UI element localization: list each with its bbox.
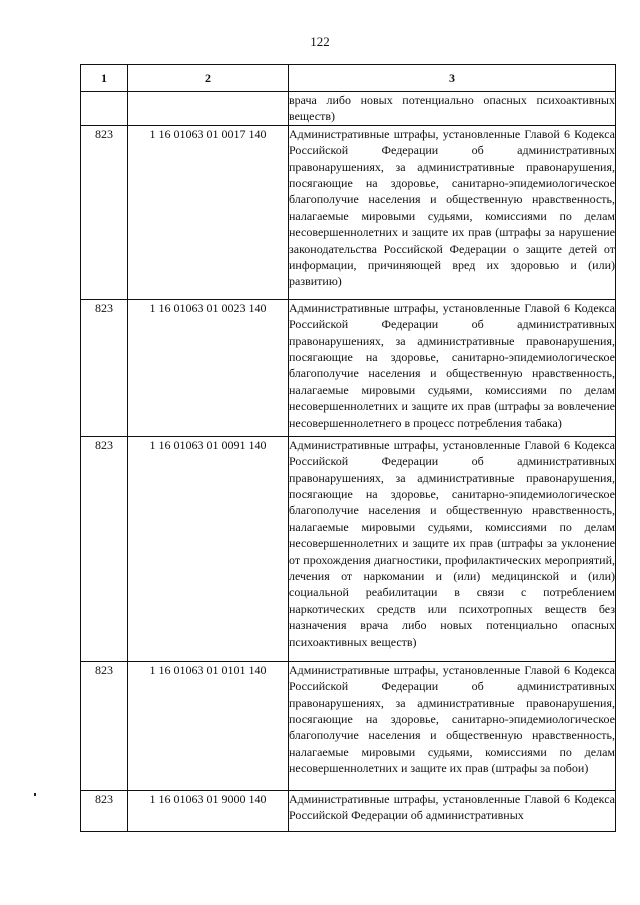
table-row-continuation bbox=[81, 92, 616, 126]
margin-mark bbox=[34, 793, 36, 796]
column-header-2: 2 bbox=[128, 65, 289, 92]
cell-description: Административные штрафы, установленные Главой 6 Кодекса Российской Федерации об административных правонарушениях, за административные правонарушения, посягающие на здоровье, санитарно-эпидемиологическое благополучие населения и общественную нравственность, налагаемые мировыми судьями, комиссиями по делам несовершеннолетних и защите их прав (штрафы за нарушение законодательства Российской Федерации о защите детей от информации, причиняющей вред их здоровью и (или) развитию) bbox=[289, 125, 616, 299]
cell-num: 823 bbox=[81, 125, 128, 299]
budget-codes-table bbox=[80, 64, 616, 832]
cell-description: Административные штрафы, установленные Главой 6 Кодекса Российской Федерации об административных правонарушениях, за административные правонарушения, посягающие на здоровье, санитарно-эпидемиологическое благополучие населения и общественную нравственность, налагаемые мировыми судьями, комиссиями по делам несовершеннолетних и защите их прав (штрафы за побои) bbox=[289, 661, 616, 790]
cell-code: 1 16 01063 01 9000 140 bbox=[128, 790, 289, 831]
table-header-row bbox=[81, 65, 616, 92]
table-row bbox=[81, 661, 616, 790]
cell-code: 1 16 01063 01 0101 140 bbox=[128, 661, 289, 790]
cell-description: Административные штрафы, установленные Главой 6 Кодекса Российской Федерации об административных правонарушениях, за административные правонарушения, посягающие на здоровье, санитарно-эпидемиологическое благополучие населения и общественную нравственность, налагаемые мировыми судьями, комиссиями по делам несовершеннолетних и защите их прав (штрафы за уклонение от прохождения диагностики, профилактических мероприятий, лечения от наркомании и (или) медицинской и (или) социальной реабилитации в связи с потреблением наркотических средств или психотропных веществ без назначения врача либо новых потенциально опасных психоактивных веществ) bbox=[289, 436, 616, 661]
cell-description: врача либо новых потенциально опасных психоактивных веществ) bbox=[289, 93, 615, 124]
cell-num: 823 bbox=[81, 661, 128, 790]
cell-description: Административные штрафы, установленные Главой 6 Кодекса Российской Федерации об административных bbox=[289, 790, 616, 831]
cell-description: Административные штрафы, установленные Главой 6 Кодекса Российской Федерации об административных правонарушениях, за административные правонарушения, посягающие на здоровье, санитарно-эпидемиологическое благополучие населения и общественную нравственность, налагаемые мировыми судьями, комиссиями по делам несовершеннолетних и защите их прав (штрафы за вовлечение несовершеннолетнего в процесс потребления табака) bbox=[289, 299, 616, 436]
cell-num: 823 bbox=[81, 299, 128, 436]
cell-code: 1 16 01063 01 0023 140 bbox=[128, 299, 289, 436]
table-row bbox=[81, 436, 616, 661]
table-row bbox=[81, 790, 616, 831]
column-header-3: 3 bbox=[289, 65, 616, 92]
cell-num bbox=[81, 92, 128, 126]
cell-code: 1 16 01063 01 0091 140 bbox=[128, 436, 289, 661]
cell-num: 823 bbox=[81, 790, 128, 831]
cell-num: 823 bbox=[81, 436, 128, 661]
column-header-1: 1 bbox=[81, 65, 128, 92]
cell-code bbox=[128, 92, 289, 126]
page-number: 122 bbox=[310, 34, 330, 49]
cell-code: 1 16 01063 01 0017 140 bbox=[128, 125, 289, 299]
table-row bbox=[81, 299, 616, 436]
table-row bbox=[81, 125, 616, 299]
